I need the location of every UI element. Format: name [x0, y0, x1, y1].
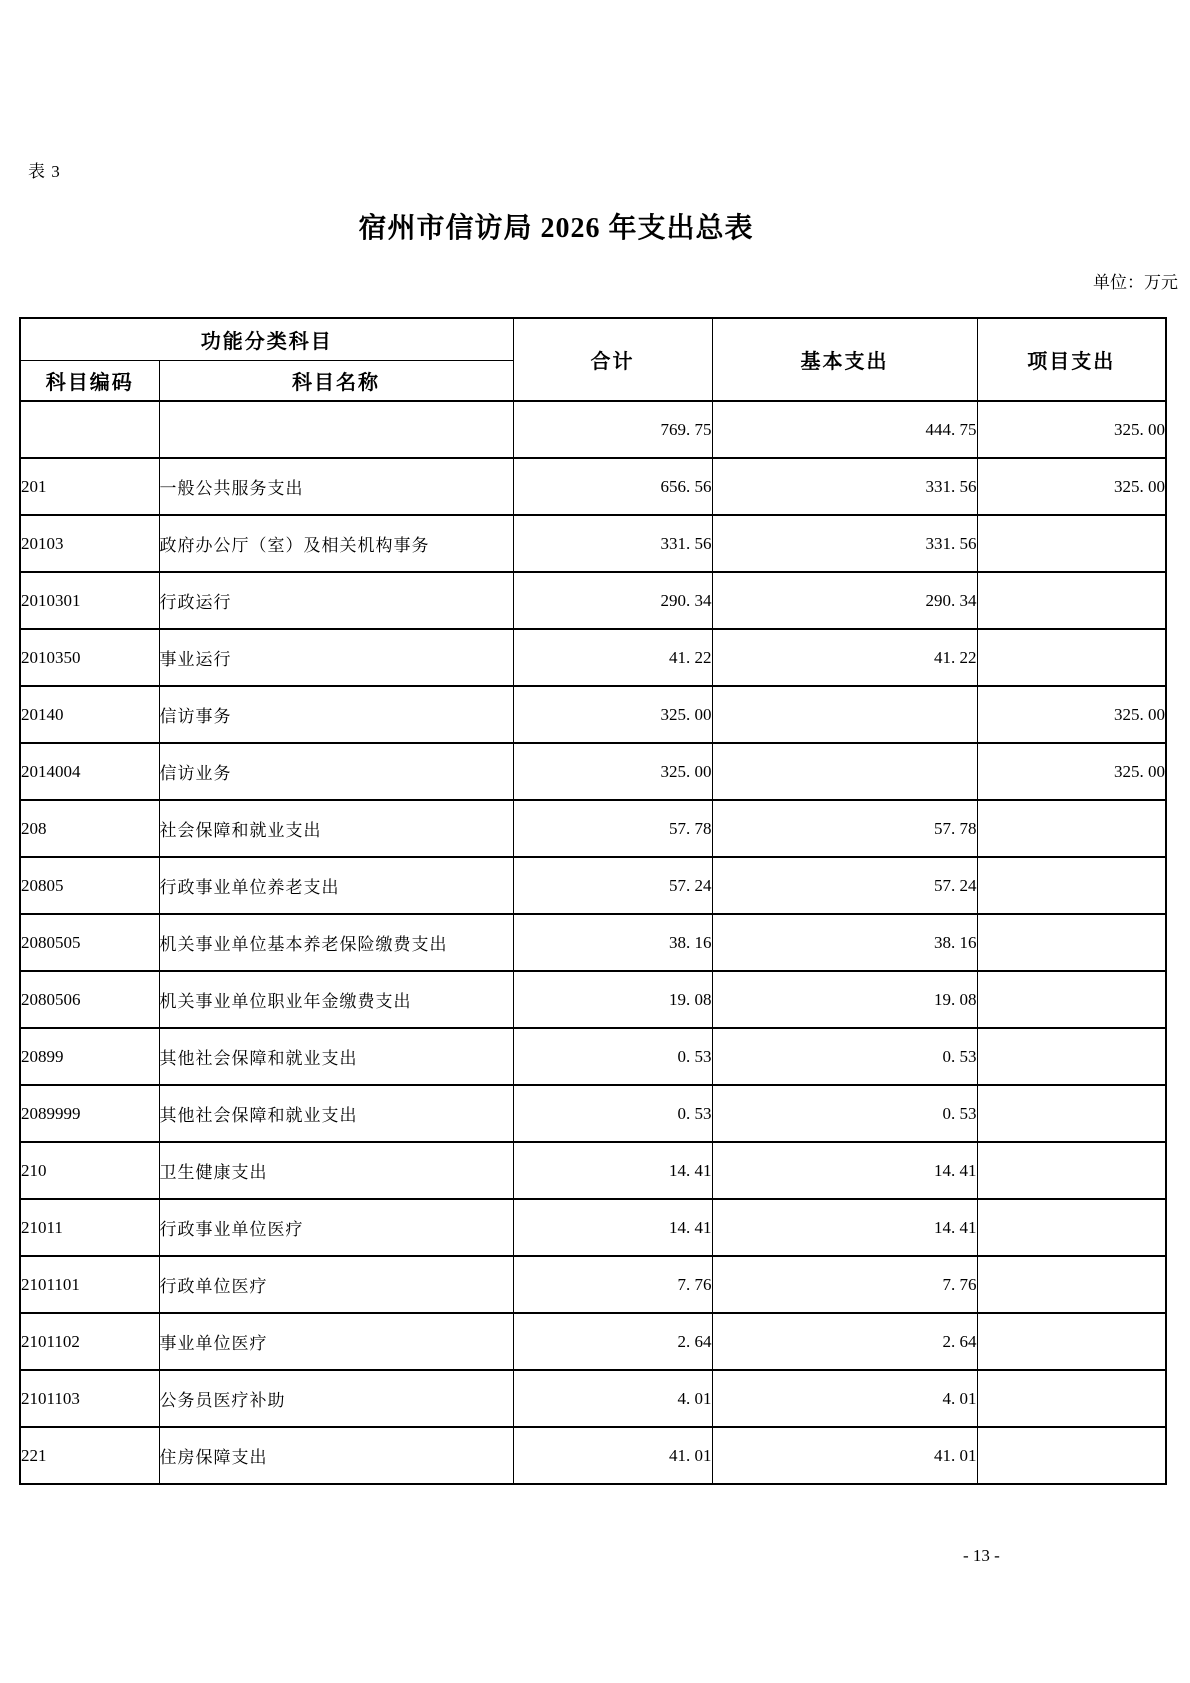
cell-total: 19. 08: [513, 971, 712, 1028]
table-row: [20, 1142, 1166, 1199]
cell-project: [977, 1028, 1166, 1085]
table-row: [20, 1370, 1166, 1427]
table-row: [20, 572, 1166, 629]
cell-project: [977, 1313, 1166, 1370]
cell-basic: 19. 08: [712, 971, 977, 1028]
cell-basic: 444. 75: [712, 401, 977, 458]
table-row: [20, 971, 1166, 1028]
cell-basic: 4. 01: [712, 1370, 977, 1427]
cell-name: 机关事业单位职业年金缴费支出: [159, 971, 513, 1028]
cell-project: 325. 00: [977, 458, 1166, 515]
cell-basic: 290. 34: [712, 572, 977, 629]
header-subject-code: 科目编码: [20, 361, 159, 402]
cell-code: 21011: [20, 1199, 159, 1256]
cell-project: [977, 971, 1166, 1028]
cell-project: [977, 572, 1166, 629]
expenditure-summary-table: [19, 317, 1167, 1485]
cell-project: [977, 1199, 1166, 1256]
cell-total: 4. 01: [513, 1370, 712, 1427]
page-title: 宿州市信访局 2026 年支出总表: [358, 213, 754, 244]
cell-code: 2010301: [20, 572, 159, 629]
cell-total: 57. 24: [513, 857, 712, 914]
cell-project: [977, 515, 1166, 572]
cell-code: 2010350: [20, 629, 159, 686]
unit-label: 单位：万元: [1093, 273, 1178, 292]
table-row: [20, 1427, 1166, 1484]
cell-code: 2014004: [20, 743, 159, 800]
cell-total: 14. 41: [513, 1142, 712, 1199]
cell-code: 2080506: [20, 971, 159, 1028]
table-row: [20, 1256, 1166, 1313]
cell-name: 行政运行: [159, 572, 513, 629]
cell-name: 公务员医疗补助: [159, 1370, 513, 1427]
cell-name: 卫生健康支出: [159, 1142, 513, 1199]
cell-total: 325. 00: [513, 686, 712, 743]
cell-total: 290. 34: [513, 572, 712, 629]
cell-total: 38. 16: [513, 914, 712, 971]
cell-total: 0. 53: [513, 1085, 712, 1142]
cell-code: 2080505: [20, 914, 159, 971]
cell-project: 325. 00: [977, 743, 1166, 800]
cell-name: 行政事业单位养老支出: [159, 857, 513, 914]
cell-code: 201: [20, 458, 159, 515]
table-row: [20, 458, 1166, 515]
cell-name: 其他社会保障和就业支出: [159, 1085, 513, 1142]
cell-code: 221: [20, 1427, 159, 1484]
table-row: [20, 629, 1166, 686]
cell-total: 41. 01: [513, 1427, 712, 1484]
cell-total: 325. 00: [513, 743, 712, 800]
table-row: [20, 1313, 1166, 1370]
cell-name: 机关事业单位基本养老保险缴费支出: [159, 914, 513, 971]
cell-basic: 14. 41: [712, 1199, 977, 1256]
cell-name: 一般公共服务支出: [159, 458, 513, 515]
table-row: [20, 1199, 1166, 1256]
table-row: [20, 857, 1166, 914]
table-row: [20, 743, 1166, 800]
cell-project: [977, 1142, 1166, 1199]
cell-code: [20, 401, 159, 458]
cell-total: 769. 75: [513, 401, 712, 458]
cell-basic: 14. 41: [712, 1142, 977, 1199]
cell-project: [977, 1256, 1166, 1313]
cell-project: 325. 00: [977, 686, 1166, 743]
cell-total: 7. 76: [513, 1256, 712, 1313]
cell-name: 事业单位医疗: [159, 1313, 513, 1370]
cell-total: 14. 41: [513, 1199, 712, 1256]
cell-name: [159, 401, 513, 458]
header-functional-classification: 功能分类科目: [20, 318, 513, 361]
table-header: [20, 318, 1166, 401]
cell-project: [977, 629, 1166, 686]
cell-code: 20805: [20, 857, 159, 914]
header-project-expenditure: 项目支出: [977, 318, 1166, 401]
cell-code: 210: [20, 1142, 159, 1199]
table-row: [20, 1085, 1166, 1142]
table-body: [20, 401, 1166, 1484]
cell-name: 政府办公厅（室）及相关机构事务: [159, 515, 513, 572]
table-row: [20, 914, 1166, 971]
table-number-label: 表 3: [28, 162, 61, 181]
cell-name: 事业运行: [159, 629, 513, 686]
cell-basic: 7. 76: [712, 1256, 977, 1313]
cell-code: 2101103: [20, 1370, 159, 1427]
table-row: [20, 401, 1166, 458]
cell-basic: 57. 24: [712, 857, 977, 914]
table-row: [20, 515, 1166, 572]
cell-basic: 38. 16: [712, 914, 977, 971]
header-total: 合计: [513, 318, 712, 401]
table-row: [20, 686, 1166, 743]
cell-total: 0. 53: [513, 1028, 712, 1085]
cell-code: 2101101: [20, 1256, 159, 1313]
header-subject-name: 科目名称: [159, 361, 513, 402]
cell-code: 20899: [20, 1028, 159, 1085]
cell-total: 656. 56: [513, 458, 712, 515]
cell-basic: 0. 53: [712, 1085, 977, 1142]
cell-project: [977, 1427, 1166, 1484]
cell-project: [977, 1085, 1166, 1142]
cell-name: 行政单位医疗: [159, 1256, 513, 1313]
cell-name: 信访事务: [159, 686, 513, 743]
cell-name: 住房保障支出: [159, 1427, 513, 1484]
cell-name: 信访业务: [159, 743, 513, 800]
cell-code: 2089999: [20, 1085, 159, 1142]
cell-total: 2. 64: [513, 1313, 712, 1370]
cell-total: 41. 22: [513, 629, 712, 686]
cell-code: 20103: [20, 515, 159, 572]
header-basic-expenditure: 基本支出: [712, 318, 977, 401]
cell-code: 20140: [20, 686, 159, 743]
page-number: - 13 -: [963, 1546, 1000, 1565]
cell-basic: 331. 56: [712, 515, 977, 572]
cell-code: 2101102: [20, 1313, 159, 1370]
table-row: [20, 800, 1166, 857]
cell-basic: 331. 56: [712, 458, 977, 515]
table-row: [20, 1028, 1166, 1085]
header-row-1: [20, 318, 1166, 361]
cell-basic: 41. 01: [712, 1427, 977, 1484]
cell-name: 社会保障和就业支出: [159, 800, 513, 857]
cell-name: 其他社会保障和就业支出: [159, 1028, 513, 1085]
cell-basic: [712, 686, 977, 743]
cell-total: 57. 78: [513, 800, 712, 857]
cell-basic: 2. 64: [712, 1313, 977, 1370]
cell-basic: [712, 743, 977, 800]
cell-project: [977, 800, 1166, 857]
cell-code: 208: [20, 800, 159, 857]
cell-total: 331. 56: [513, 515, 712, 572]
cell-basic: 57. 78: [712, 800, 977, 857]
cell-project: 325. 00: [977, 401, 1166, 458]
cell-project: [977, 914, 1166, 971]
cell-name: 行政事业单位医疗: [159, 1199, 513, 1256]
cell-basic: 0. 53: [712, 1028, 977, 1085]
cell-basic: 41. 22: [712, 629, 977, 686]
cell-project: [977, 1370, 1166, 1427]
cell-project: [977, 857, 1166, 914]
